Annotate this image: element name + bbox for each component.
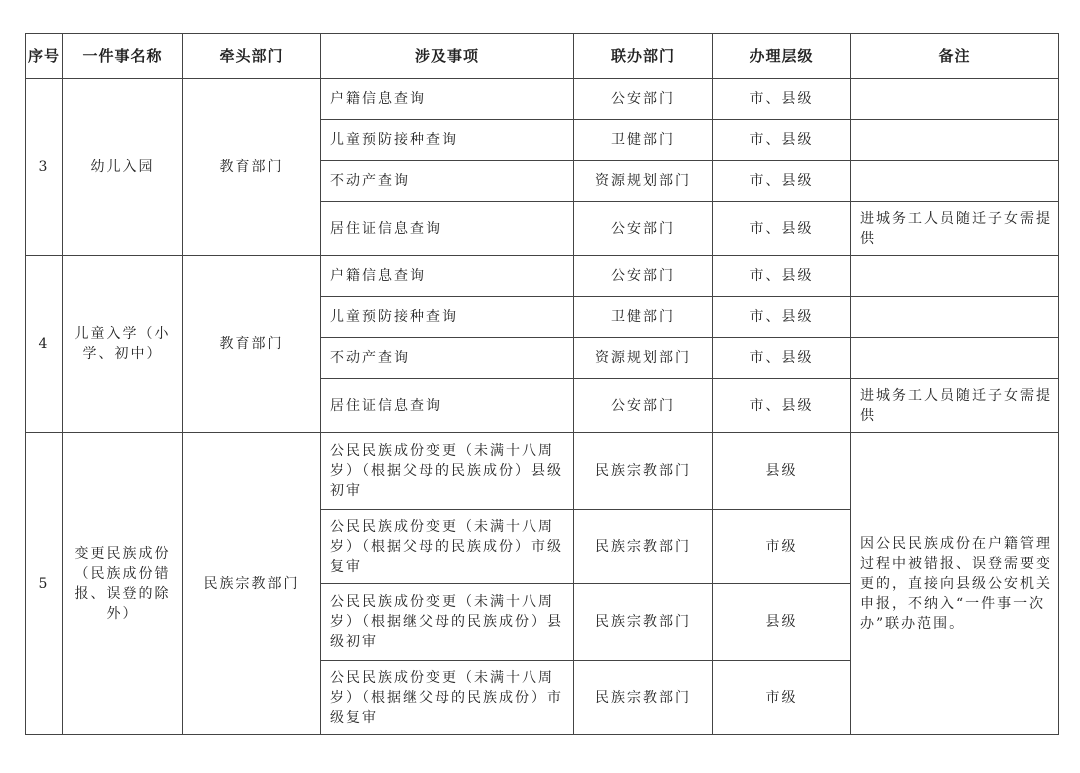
note <box>851 79 1059 120</box>
note <box>851 120 1059 161</box>
level: 市级 <box>713 661 851 735</box>
joint-dept: 公安部门 <box>574 79 713 120</box>
joint-dept: 公安部门 <box>574 256 713 297</box>
note: 进城务工人员随迁子女需提供 <box>851 379 1059 433</box>
joint-dept: 民族宗教部门 <box>574 661 713 735</box>
joint-dept: 资源规划部门 <box>574 338 713 379</box>
lead-dept: 教育部门 <box>183 79 321 256</box>
lead-dept: 民族宗教部门 <box>183 433 321 735</box>
matter-item: 不动产查询 <box>321 161 574 202</box>
row-number: 4 <box>26 256 63 433</box>
joint-dept: 民族宗教部门 <box>574 510 713 584</box>
note <box>851 297 1059 338</box>
col-header-lead-dept: 牵头部门 <box>183 34 321 79</box>
matter-item: 公民民族成份变更（未满十八周岁）（根据继父母的民族成份）市级复审 <box>321 661 574 735</box>
matter-item: 公民民族成份变更（未满十八周岁）（根据父母的民族成份）市级复审 <box>321 510 574 584</box>
matter-item: 公民民族成份变更（未满十八周岁）（根据父母的民族成份）县级初审 <box>321 433 574 510</box>
matter-item: 户籍信息查询 <box>321 256 574 297</box>
table-header-row <box>26 34 1059 79</box>
col-header-note: 备注 <box>851 34 1059 79</box>
matter-name: 儿童入学（小学、初中） <box>63 256 183 433</box>
joint-dept: 民族宗教部门 <box>574 433 713 510</box>
matter-item: 户籍信息查询 <box>321 79 574 120</box>
row-number: 5 <box>26 433 63 735</box>
level: 市、县级 <box>713 79 851 120</box>
table-row <box>26 79 1059 120</box>
level: 县级 <box>713 433 851 510</box>
joint-dept: 民族宗教部门 <box>574 584 713 661</box>
note <box>851 338 1059 379</box>
col-header-name: 一件事名称 <box>63 34 183 79</box>
joint-dept: 公安部门 <box>574 202 713 256</box>
level: 市、县级 <box>713 161 851 202</box>
col-header-joint-dept: 联办部门 <box>574 34 713 79</box>
level: 市、县级 <box>713 120 851 161</box>
joint-dept: 卫健部门 <box>574 120 713 161</box>
matter-name: 变更民族成份（民族成份错报、误登的除外） <box>63 433 183 735</box>
table-row <box>26 256 1059 297</box>
note: 因公民民族成份在户籍管理过程中被错报、误登需要变更的，直接向县级公安机关申报，不纳入“一件事一次办”联办范围。 <box>851 433 1059 735</box>
matters-table <box>25 33 1059 735</box>
matter-name: 幼儿入园 <box>63 79 183 256</box>
col-header-matters: 涉及事项 <box>321 34 574 79</box>
note <box>851 161 1059 202</box>
row-number: 3 <box>26 79 63 256</box>
level: 市、县级 <box>713 202 851 256</box>
col-header-level: 办理层级 <box>713 34 851 79</box>
note <box>851 256 1059 297</box>
table-row <box>26 433 1059 510</box>
matter-item: 居住证信息查询 <box>321 202 574 256</box>
level: 市级 <box>713 510 851 584</box>
level: 市、县级 <box>713 256 851 297</box>
joint-dept: 资源规划部门 <box>574 161 713 202</box>
level: 市、县级 <box>713 379 851 433</box>
matter-item: 儿童预防接种查询 <box>321 297 574 338</box>
matter-item: 公民民族成份变更（未满十八周岁）（根据继父母的民族成份）县级初审 <box>321 584 574 661</box>
level: 县级 <box>713 584 851 661</box>
joint-dept: 公安部门 <box>574 379 713 433</box>
matter-item: 儿童预防接种查询 <box>321 120 574 161</box>
matter-item: 居住证信息查询 <box>321 379 574 433</box>
matter-item: 不动产查询 <box>321 338 574 379</box>
level: 市、县级 <box>713 338 851 379</box>
level: 市、县级 <box>713 297 851 338</box>
joint-dept: 卫健部门 <box>574 297 713 338</box>
lead-dept: 教育部门 <box>183 256 321 433</box>
note: 进城务工人员随迁子女需提供 <box>851 202 1059 256</box>
col-header-no: 序号 <box>26 34 63 79</box>
